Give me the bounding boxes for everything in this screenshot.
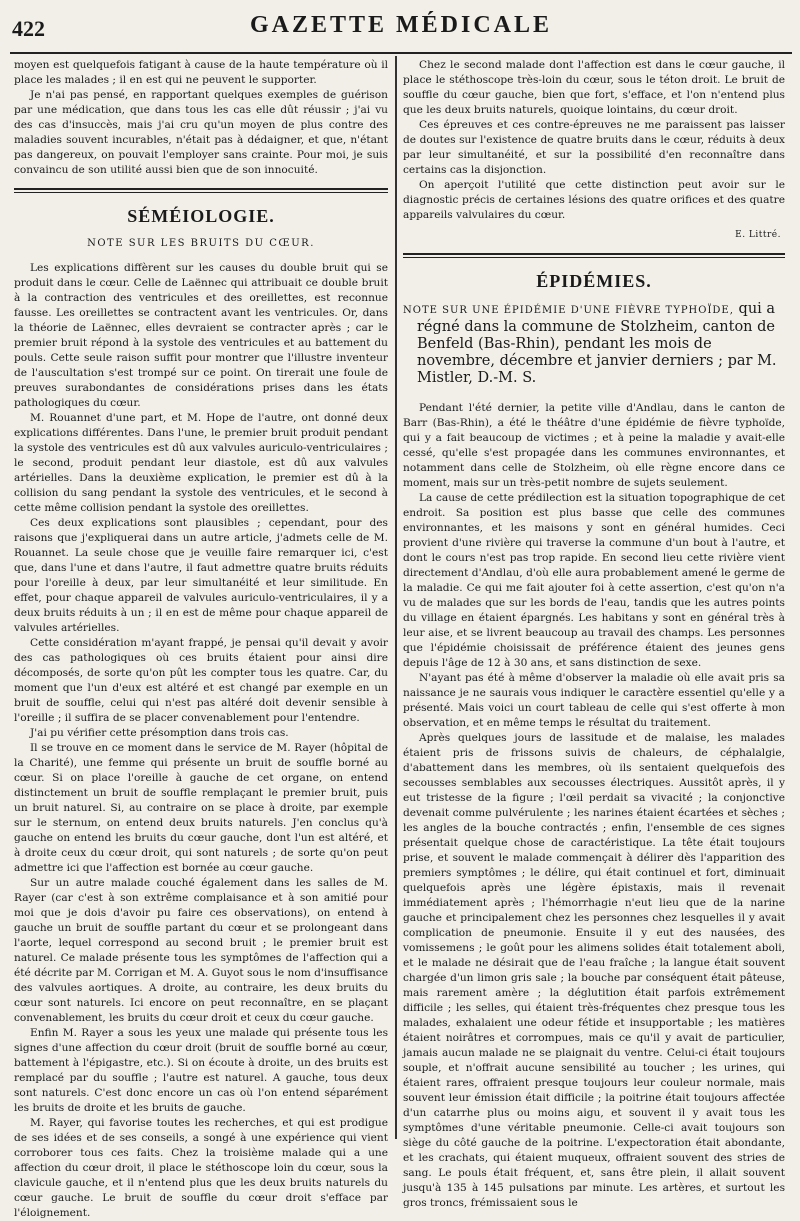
paragraph: J'ai pu vérifier cette présomption dans trois cas.	[30, 727, 289, 739]
header-rule	[10, 52, 792, 54]
journal-title: GAZETTE MÉDICALE	[249, 12, 553, 38]
page-header	[12, 6, 790, 56]
paragraph: M. Rouannet d'une part, et M. Hope de l'autre, ont donné deux explications différentes. Dans l'une, le premier bruit produit pendant la systole des ventricules est dû aux valvules auriculo-ventriculaires ; le second, produit pendant leur diastole, est dû aux valvules artérielles. Dans la deuxième explication, le premier est dû à la collision du sang pendant la systole des ventricules, et le second à cette même collision pendant la systole des oreillettes.	[14, 412, 388, 514]
paragraph: Cette considération m'ayant frappé, je pensai qu'il devait y avoir des cas pathologiques où ces bruits étaient pour ainsi dire décomposés, de sorte qu'on pût les compter tous les quatre. Car, du moment que l'un d'eux est altéré et est changé par exemple en un bruit de souffle, celui qui n'est pas altéré doit devenir sensible à l'oreille ; il suffira de se placer convenablement pour l'entendre.	[14, 637, 388, 724]
paragraph: Les explications diffèrent sur les causes du double bruit qui se produit dans le cœur. Celle de Laënnec qui attribuait ce double bruit à la contraction des ventricules et des oreillettes, est reconnue fausse. Les oreillettes se contractent avant les ventricules. Or, dans la théorie de Laënnec, elles devraient se contracter après ; car le premier bruit répond à la systole des ventricules et au battement du pouls. Cette seule raison suffit pour montrer que l'illustre inventeur de l'auscultation s'est trompé sur ce point. On tirerait une foule de preuves surabondantes de considérations prises dans les états pathologiques du cœur.	[14, 262, 388, 409]
note-title-epidemie	[403, 301, 785, 387]
paragraph: On aperçoit l'utilité que cette distinction peut avoir sur le diagnostic précis de certaines lésions des quatre orifices et des quatre appareils valvulaires du cœur.	[403, 179, 785, 221]
note-title-lead: NOTE SUR UNE ÉPIDÉMIE D'UNE FIÈVRE TYPHOÏDE,	[403, 305, 734, 316]
section-title-epidemies: ÉPIDÉMIES.	[536, 271, 652, 291]
paragraph: La cause de cette prédilection est la situation topographique de cet endroit. Sa position est plus basse que celle des communes environnantes, et les maisons y sont en général humides. Ceci provient d'une rivière qui traverse la commune d'un bout à l'autre, et dont le cours n'est pas trop rapide. En second lieu cette rivière vient directement d'Andlau, d'où elle aura probablement amené le germe de la maladie. Ce qui me fait ajouter foi à cette assertion, c'est qu'on n'a vu de malades que sur les bords de l'eau, tandis que les autres points du village en étaient épargnés. Les habitans y sont en général très à leur aise, et se livrent beaucoup au travail des champs. Les personnes que l'épidémie choisissait de préférence étaient des jeunes gens depuis l'âge de 12 à 30 ans, et sans distinction de sexe.	[403, 492, 785, 669]
section-divider	[403, 253, 785, 258]
left-column	[14, 58, 388, 1219]
column-separator	[395, 56, 397, 1139]
paragraph: Chez le second malade dont l'affection est dans le cœur gauche, il place le stéthoscope très-loin du cœur, sous le téton droit. Le bruit de souffle du cœur gauche, bien que fort, s'efface, et l'on n'entend plus que les deux bruits naturels, quoique lointains, du cœur droit.	[403, 59, 785, 116]
right-column	[403, 58, 785, 1209]
section-divider	[14, 188, 388, 193]
page-number: 422	[12, 16, 45, 41]
note-title-bruits: NOTE SUR LES BRUITS DU CŒUR.	[87, 238, 315, 249]
paragraph: Après quelques jours de lassitude et de malaise, les malades étaient pris de frissons suivis de chaleurs, de céphalalgie, d'abattement dans les membres, où ils sentaient quelquefois des secousses semblables aux secousses électriques. Aussitôt après, il y eut tristesse de la figure ; l'œil perdait sa vivacité ; la conjonctive devenait comme pulvérulente ; les narines étaient écartées et sèches ; les angles de la bouche contractés ; enfin, l'ensemble de ces signes présentait quelque chose de caractéristique. La tête était toujours prise, et souvent le malade commençait à délirer dès l'apparition des premiers symptômes ; le délire, qui était continuel et fort, diminuait quelquefois après une légère épistaxis, mais il revenait immédiatement après ; l'hémorrhagie n'eut lieu que de la narine gauche et principalement chez les personnes chez lesquelles il y avait complication de pneumonie. Ensuite il y eut des nausées, des vomissemens ; le goût pour les alimens solides était totalement aboli, et le malade ne désirait que de l'eau fraîche ; la langue était souvent chargée d'un limon gris sale ; la bouche par conséquent était pâteuse, mais rarement amère ; la déglutition était parfois extrêmement difficile ; les selles, qui étaient très-fréquentes chez presque tous les malades, exhalaient une odeur fétide et insupportable ; les matières étaient noirâtres et corrompues, mais ce qu'il y avait de particulier, jamais aucun malade ne se plaignait du ventre. Celui-ci était toujours souple, et n'offrait aucune sensibilité au toucher ; les urines, qui étaient rares, offraient presque toujours leur couleur normale, mais souvent leur émission était difficile ; la poitrine était toujours affectée d'un catarrhe plus ou moins aigu, et souvent il y avait tous les symptômes d'une véritable pneumonie. Celle-ci avait toujours son siège du côté gauche de la poitrine. L'expectoration était abondante, et les crachats, qui étaient muqueux, offraient souvent des stries de sang. Le pouls était fréquent, et, sans être plein, il allait souvent jusqu'à 135 à 145 pulsations par minute. Les artères, et surtout les gros troncs, frémissaient sous le	[403, 732, 785, 1209]
paragraph: Ces deux explications sont plausibles ; cependant, pour des raisons que j'expliquerai dans un autre article, j'admets celle de M. Rouannet. La seule chose que je veuille faire remarquer ici, c'est que, dans l'une et dans l'autre, il faut admettre quatre bruits réduits pour l'oreille à deux, par leur simultanéité et leur similitude. En effet, pour chaque appareil de valvules auriculo-ventriculaires, il y a deux bruits réduits à un ; il en est de même pour chaque appareil de valvules artérielles.	[14, 517, 388, 634]
signature	[403, 227, 781, 243]
note-title-rest: qui a régné dans la commune de Stolzheim, canton de Benfeld (Bas-Rhin), pendant les mois de novembre, décembre et janvier derniers ; par M. Mistler, D.-M. S.	[417, 301, 777, 386]
section-title-semeiologie: SÉMÉIOLOGIE.	[127, 206, 275, 226]
paragraph: Ces épreuves et ces contre-épreuves ne me paraissent pas laisser de doutes sur l'existence de quatre bruits dans le cœur, réduits à deux par leur simultanéité, et sur la possibilité d'en reconnaître dans certains cas la disjonction.	[403, 119, 785, 176]
paragraph: Il se trouve en ce moment dans le service de M. Rayer (hôpital de la Charité), une femme qui présente un bruit de souffle borné au cœur. Si on place l'oreille à gauche de cet organe, on entend distinctement un bruit de souffle remplaçant le premier bruit, puis un bruit naturel. Si, au contraire on se place à droite, par exemple sur le sternum, on entend deux bruits naturels. J'en conclus qu'à gauche on entend les bruits du cœur gauche, dont l'un est altéré, et à droite ceux du cœur droit, qui sont naturels ; de sorte qu'on peut admettre ici que l'affection est bornée au cœur gauche.	[14, 742, 388, 874]
paragraph: Pendant l'été dernier, la petite ville d'Andlau, dans le canton de Barr (Bas-Rhin), a été le théâtre d'une épidémie de fièvre typhoïde, qui y a fait beaucoup de victimes ; et à peine la maladie y avait-elle cessé, qu'elle s'est propagée dans les communes environnantes, et notamment dans celle de Stolzheim, où elle règne encore dans ce moment, mais sur un très-petit nombre de sujets seulement.	[403, 402, 785, 489]
paragraph: N'ayant pas été à même d'observer la maladie où elle avait pris sa naissance je ne saurais vous indiquer le caractère essentiel qu'elle y a présenté. Mais voici un court tableau de celle qui s'est offerte à mon observation, et en même temps le résultat du traitement.	[403, 672, 785, 729]
paragraph: M. Rayer, qui favorise toutes les recherches, et qui est prodigue de ses idées et de ses conseils, a songé à une expérience qui vient corroborer tous ces faits. Chez la troisième malade qui a une affection du cœur droit, il place le stéthoscope loin du cœur, sous la clavicule gauche, et il n'entend plus que les deux bruits naturels du cœur gauche. Le bruit de souffle du cœur droit s'efface par l'éloignement.	[14, 1117, 388, 1219]
paragraph: Enfin M. Rayer a sous les yeux une malade qui présente tous les signes d'une affection du cœur droit (bruit de souffle borné au cœur, battement à l'épigastre, etc.). Si on écoute à droite, un des bruits est remplacé par du souffle ; l'autre est naturel. A gauche, tous deux sont naturels. C'est donc encore un cas où l'on entend séparément les bruits de droite et les bruits de gauche.	[14, 1027, 388, 1114]
paragraph: Sur un autre malade couché également dans les salles de M. Rayer (car c'est à son extrême complaisance et à son amitié pour moi que je dois d'avoir pu faire ces observations), on entend à gauche un bruit de souffle partant du cœur et se prolongeant dans l'aorte, lequel correspond au second bruit ; le premier bruit est naturel. Ce malade présente tous les symptômes de l'affection qui a été décrite par M. Corrigan et M. A. Guyot sous le nom d'insuffisance des valvules aortiques. A droite, au contraire, les deux bruits du cœur sont naturels. Ici encore on peut reconnaître, en se plaçant convenablement, les bruits du cœur droit et ceux du cœur gauche.	[14, 877, 388, 1024]
signature-text: E. Littré.	[735, 230, 781, 240]
paragraph: moyen est quelquefois fatigant à cause de la haute température où il place les malades ; il en est qui ne peuvent le supporter.	[14, 59, 388, 86]
paragraph: Je n'ai pas pensé, en rapportant quelques exemples de guérison par une médication, que dans tous les cas elle dût réussir ; j'ai vu des cas d'insuccès, mais j'ai cru qu'un moyen de plus contre des maladies souvent incurables, n'était pas à dédaigner, et que, n'étant pas dangereux, on pouvait l'employer sans crainte. Pour moi, je suis convaincu de son utilité aussi bien que de son innocuité.	[14, 89, 388, 176]
